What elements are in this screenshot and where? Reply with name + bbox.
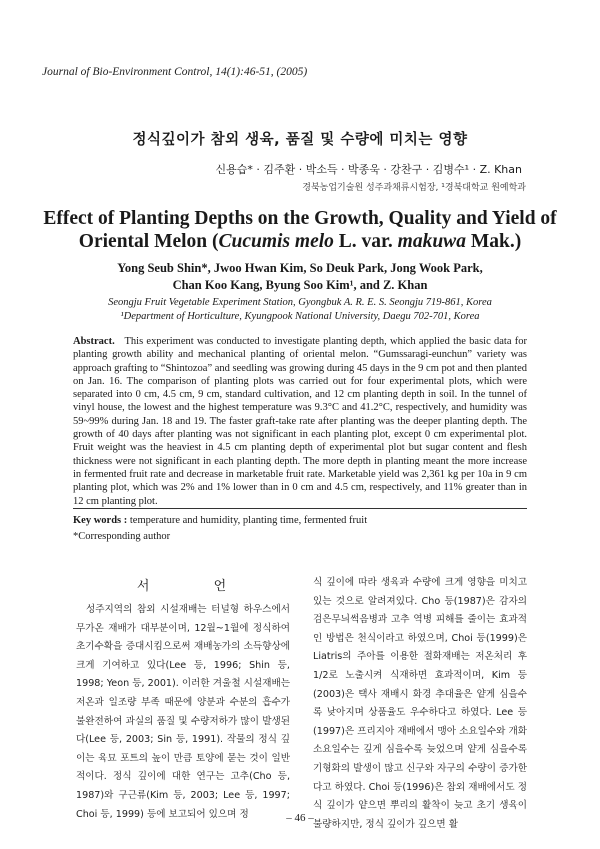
english-title-line2: Oriental Melon (Cucumis melo L. var. makuwa Mak.) (78, 231, 522, 252)
journal-citation: Journal of Bio-Environment Control, 14(1):46-51, (2005) (42, 66, 308, 78)
abstract (73, 335, 527, 508)
korean-affiliation: 경북농업기술원 성주과채류시험장, ¹경북대학교 원예학과 (302, 183, 526, 193)
english-authors (40, 260, 560, 294)
intro-paragraph-right: 식 깊이에 따라 생육과 수량에 크게 영향을 미치고 있는 것으로 알려져있다. Cho 등(1987)은 감자의 검은무늬썩음병과 고추 역병 피해를 줄이는 효과적인 방법은 천식이라고 하였으며, Choi 등(1999)은 Liatris의 주아를 이용한 절화재배는 저온처리 후 1/2로 노출시켜 식재하면 효과적이며, Kim 등(2003)은 택사 재배시 화경 추대율은 얕게 심을수록 낮아지며 상품율도 우수하다고 하였다. Lee 등(1997)은 프리지아 재배에서 맹아 소요일수와 개화소요일수는 깊게 심을수록 늦었으며 얕게 심을수록 기형화의 발생이 많고 신구와 자구의 수량이 증가한다고 하였다. Choi 등(1996)은 참외 재배에서도 정식 깊이가 얕으면 뿌리의 활착이 늦고 초기 생육이 불량하지만, 정식 깊이가 깊으면 활 (313, 577, 527, 830)
abstract-divider (73, 508, 527, 509)
english-title-line1: Effect of Planting Depths on the Growth, Quality and Yield of (43, 208, 557, 229)
intro-paragraph-left: 성주지역의 참외 시설재배는 터널형 하우스에서 무가온 재배가 대부분이며, 12월~1월에 정식하여 초기수확을 증대시킴으로써 재배농가의 소득향상에 크게 기여하고 있다(Lee 등, 1996; Shin 등, 1998; Yeon 등, 2001). 이러한 겨울철 시설재배는 저온과 일조량 부족 때문에 양분과 수분의 흡수가 불완전하여 과실의 품질 및 수량저하가 많이 발생된다(Lee 등, 2003; Sin 등, 1991). 작물의 정식 깊이는 육묘 포트의 높이 만큼 토양에 묻는 것이 일반적이다. 정식 깊이에 대한 연구는 고추(Cho 등, 1987)와 구근류(Kim 등, 2003; Lee 등, 1997; Choi 등, 1999) 등에 보고되어 있으며 정 (76, 604, 290, 820)
abstract-label: Abstract. (73, 336, 115, 347)
keywords-label: Key words : (73, 515, 128, 526)
body-column-left (76, 601, 290, 824)
keywords-text: temperature and humidity, planting time, fermented fruit (127, 515, 368, 526)
keywords (73, 515, 527, 526)
section-heading-introduction: 서 언 (136, 579, 257, 594)
korean-authors: 신용습* · 김주환 · 박소득 · 박종욱 · 강찬구 · 김병수¹ · Z. Khan (215, 163, 522, 176)
english-affiliation (30, 296, 570, 324)
english-title (30, 207, 570, 253)
page-number: – 46 – (286, 812, 314, 824)
corresponding-author-note: *Corresponding author (73, 531, 171, 542)
body-column-right (313, 574, 527, 834)
english-authors-line2: Chan Koo Kang, Byung Soo Kim¹, and Z. Khan (172, 278, 428, 292)
abstract-text: This experiment was conducted to investigate planting depth, which applied the basic data for planting growth ability and mechanical planting of oriental melon. “Gumssaragi-eunchun” variety was approach grafting to “Shintozoa” and seedling was growing during 45 days in the 9 cm pot and then planted on Jan. 16. The comparison of planting plots was carried out for four experimental plots, which were separated into 0 cm, 4.5 cm, 9 cm, standard cultivation, and 12 cm planting depth in soil. In the tunnel of vinyl house, the lowest and the highest temperature was 9.3°C and 41.2°C, respectively, and humidity was 59~99% during Jan. 18 and 19. The faster graft-take rate after planting was the deeper planting depth. The growth of 40 days after planting was not significant in each planting plot, except 0 cm experimental plot. Fruit weight was the heaviest in 4.5 cm planting depth of experimental plot but sugar content and flesh thickness were not significant in each planting depth. The more depth in planting meant the more increase in fermented fruit rate and decrease in marketable fruit rate. Marketable yield was 2,361 kg per 10a in 9 cm planting plot, which was 2% and 1% lower than in 0 cm and 4.5 cm, respectively, and 11% greater than in 12 cm planting plot. (73, 336, 528, 507)
korean-title: 정식깊이가 참외 생육, 품질 및 수량에 미치는 영향 (132, 132, 468, 148)
english-affiliation-line2: ¹Department of Horticulture, Kyungpook National University, Daegu 702-701, Korea (120, 311, 480, 322)
english-affiliation-line1: Seongju Fruit Vegetable Experiment Station, Gyongbuk A. R. E. S. Seongju 719-861, Korea (108, 297, 492, 308)
english-authors-line1: Yong Seub Shin*, Jwoo Hwan Kim, So Deuk Park, Jong Wook Park, (117, 261, 483, 275)
